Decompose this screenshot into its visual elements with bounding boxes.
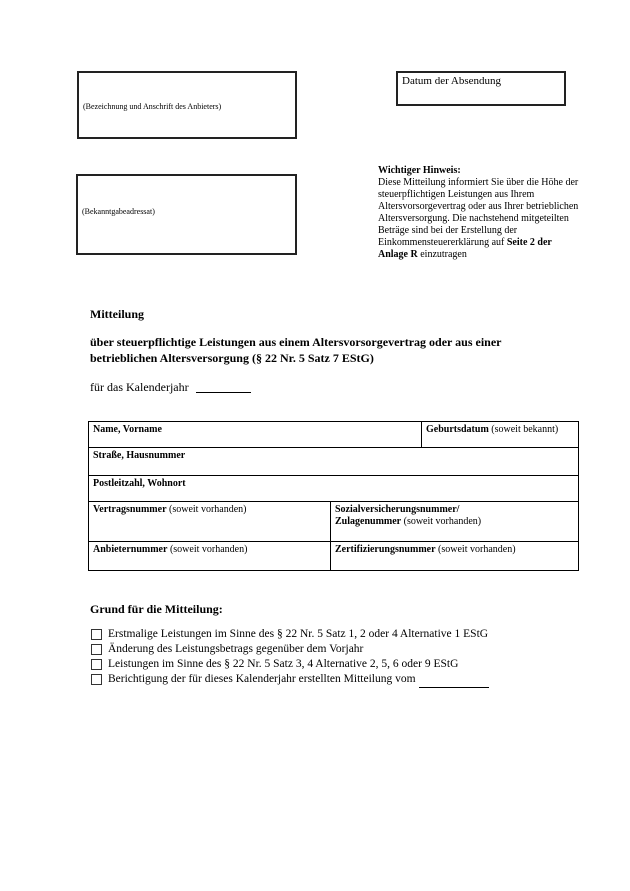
recipient-box-label: (Bekanntgabeadressat) — [82, 207, 155, 216]
field-sozialversicherungsnummer-label: Sozialversicherungsnummer/ — [335, 504, 460, 515]
field-vertragsnummer-note: (soweit vorhanden) — [169, 504, 247, 515]
checkbox-berichtigung-label: Berichtigung der für dieses Kalenderjahr erstellten Mitteilung vom — [108, 673, 416, 685]
field-vertragsnummer-label: Vertragsnummer — [93, 504, 167, 515]
checkbox-leistungen-satz-3-4[interactable] — [91, 659, 102, 670]
reason-options-list — [91, 627, 489, 687]
table-row — [89, 542, 578, 570]
notice-title: Wichtiger Hinweis: — [378, 165, 461, 176]
field-geburtsdatum[interactable] — [422, 422, 578, 447]
reason-section-title: Grund für die Mitteilung: — [90, 602, 223, 616]
provider-box-label: (Bezeichnung und Anschrift des Anbieters) — [83, 102, 222, 111]
table-row — [89, 502, 578, 542]
field-geburtsdatum-note: (soweit bekannt) — [491, 424, 559, 435]
page-subtitle-line2: betrieblichen Altersversorgung (§ 22 Nr. 5 Satz 7 EStG) — [90, 351, 374, 365]
field-anbieternummer-label: Anbieternummer — [93, 544, 168, 555]
field-strasse-label: Straße, Hausnummer — [93, 450, 186, 461]
notice-bold-reference: Seite 2 der Anlage R — [378, 237, 552, 260]
field-name-vorname[interactable] — [89, 422, 422, 447]
table-row — [89, 476, 578, 502]
checkbox-berichtigung[interactable] — [91, 674, 102, 685]
list-item — [91, 627, 489, 642]
field-sozialversicherungsnummer[interactable] — [331, 502, 578, 541]
field-geburtsdatum-label: Geburtsdatum — [426, 424, 489, 435]
calendar-year-blank-field[interactable] — [196, 381, 251, 393]
checkbox-aenderung-leistungsbetrag[interactable] — [91, 644, 102, 655]
provider-address-box[interactable] — [77, 71, 297, 139]
dispatch-date-label: Datum der Absendung — [402, 75, 501, 87]
field-postleitzahl-wohnort[interactable] — [89, 476, 578, 501]
page-subtitle — [90, 334, 502, 366]
list-item — [91, 642, 489, 657]
field-anbieternummer-note: (soweit vorhanden) — [169, 544, 248, 555]
field-zertifizierungsnummer-label: Zertifizierungsnummer — [335, 544, 436, 555]
field-zertifizierungsnummer[interactable] — [331, 542, 578, 570]
checkbox-aenderung-leistungsbetrag-label: Änderung des Leistungsbetrags gegenüber dem Vorjahr — [108, 643, 364, 655]
calendar-year-label: für das Kalenderjahr — [90, 380, 189, 394]
page-subtitle-line1: über steuerpflichtige Leistungen aus einem Altersvorsorgevertrag oder aus einer — [90, 335, 502, 349]
notice-tail: einzutragen — [420, 249, 467, 260]
checkbox-leistungen-satz-3-4-label: Leistungen im Sinne des § 22 Nr. 5 Satz 3, 4 Alternative 2, 5, 6 oder 9 EStG — [108, 658, 459, 670]
field-anbieternummer[interactable] — [89, 542, 331, 570]
dispatch-date-box[interactable] — [396, 71, 566, 106]
field-vertragsnummer[interactable] — [89, 502, 331, 541]
list-item — [91, 672, 489, 687]
calendar-year-line — [90, 379, 251, 395]
table-row — [89, 422, 578, 448]
checkbox-erstmalige-leistungen-label: Erstmalige Leistungen im Sinne des § 22 Nr. 5 Satz 1, 2 oder 4 Alternative 1 EStG — [108, 628, 489, 640]
field-postleitzahl-label: Postleitzahl, Wohnort — [93, 478, 186, 489]
table-row — [89, 448, 578, 476]
field-name-vorname-label: Name, Vorname — [93, 424, 162, 435]
berichtigung-datum-blank-field[interactable] — [419, 676, 489, 688]
recipient-address-box[interactable] — [76, 174, 297, 255]
recipient-data-table — [88, 421, 579, 571]
page-title: Mitteilung — [90, 307, 144, 321]
list-item — [91, 657, 489, 672]
field-zulagenummer-note: (soweit vorhanden) — [403, 516, 482, 527]
field-zulagenummer-label: Zulagenummer — [335, 516, 402, 527]
checkbox-erstmalige-leistungen[interactable] — [91, 629, 102, 640]
important-notice — [378, 165, 583, 261]
field-strasse-hausnummer[interactable] — [89, 448, 578, 475]
field-zertifizierungsnummer-note: (soweit vorhanden) — [438, 544, 516, 555]
notice-body: Diese Mitteilung informiert Sie über die Höhe der steuerpflichtigen Leistungen aus Ihrem Altersvorsorgevertrag oder aus Ihrer betrieblichen Altersversorgung. Die nachstehend mitgeteilten Beträge sind bei der Erstellung der Einkommensteuererklärung auf — [378, 177, 579, 248]
